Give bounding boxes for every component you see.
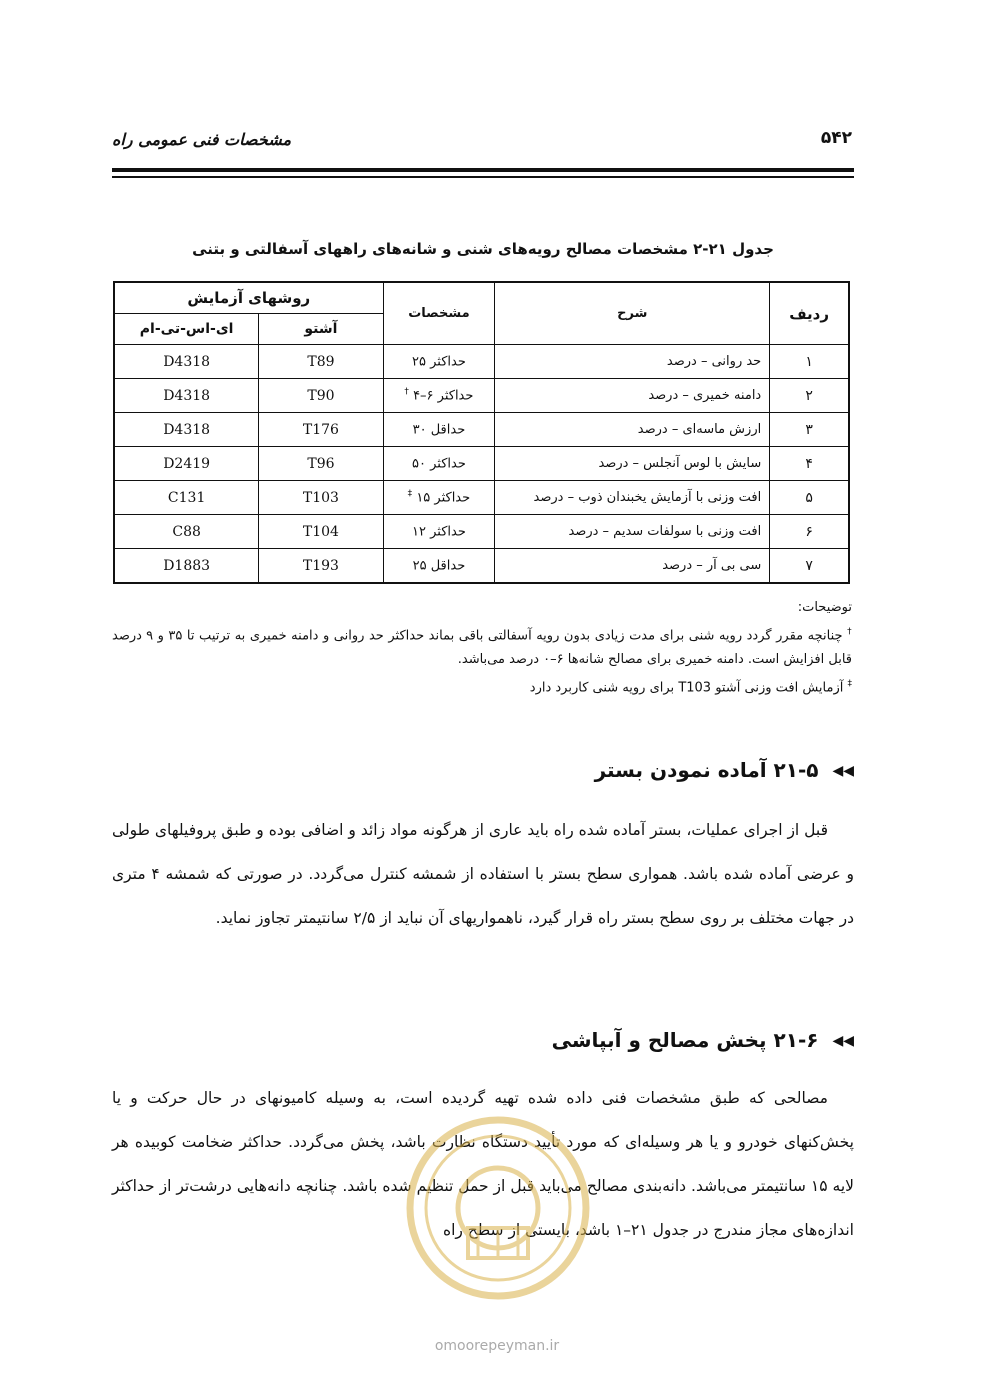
- double-arrow-icon: ◀◀: [832, 1033, 854, 1049]
- row-astm: D4318: [114, 345, 259, 379]
- footnote-mark: ‡: [407, 489, 413, 500]
- header-row-no: ردیف: [770, 282, 849, 345]
- header-astm: ای-اس-تی-ام: [114, 314, 259, 345]
- row-spec: حداقل ۲۵: [383, 549, 495, 584]
- row-aashto: T176: [259, 413, 383, 447]
- row-number: ۵: [770, 481, 849, 515]
- section-1-paragraph: قبل از اجرای عملیات، بستر آماده شده راه باید عاری از هرگونه مواد زائد و اضافی بوده و طبق پروفیلهای طولی و عرضی آماده شده باشد. همواری سطح بستر با استفاده از شمشه کنترل می‌گردد. در صورتی که شمشه ۴ متری در جهات مختلف بر روی سطح بستر راه قرار گیرد، ناهمواریهای آن نباید از ۲/۵ سانتیمتر تجاوز نماید.: [112, 821, 855, 927]
- row-number: ۴: [770, 447, 849, 481]
- row-number: ۶: [770, 515, 849, 549]
- row-aashto: T89: [259, 345, 383, 379]
- table-row: [114, 379, 849, 413]
- header-test-methods: روشهای آزمایش: [114, 282, 383, 314]
- header-rule-thin: [112, 176, 854, 178]
- watermark-site: omoorepeyman.ir: [434, 1338, 560, 1354]
- section-heading-bed-preparation: ◀◀۲۱-۵ آماده نمودن بستر: [594, 758, 854, 782]
- row-description: سایش با لوس آنجلس – درصد: [495, 447, 770, 481]
- table-row: [114, 481, 849, 515]
- page-number: ۵۴۲: [820, 128, 852, 148]
- table-row: [114, 549, 849, 584]
- row-description: سی بی آر – درصد: [495, 549, 770, 584]
- row-description: افت وزنی با سولفات سدیم – درصد: [495, 515, 770, 549]
- row-aashto: T96: [259, 447, 383, 481]
- row-spec: حداکثر ۶–۴ †: [383, 379, 495, 413]
- header-rule: [112, 168, 854, 172]
- row-astm: C131: [114, 481, 259, 515]
- table-caption: جدول ۲۱-۲ مشخصات مصالح رویه‌های شنی و شانه‌های راههای آسفالتی و بتنی: [192, 240, 774, 258]
- row-spec: حداکثر ۱۲: [383, 515, 495, 549]
- header-aashto: آشتو: [259, 314, 383, 345]
- row-aashto: T103: [259, 481, 383, 515]
- row-number: ۷: [770, 549, 849, 584]
- running-title: مشخصات فنی عمومی راه: [112, 130, 292, 149]
- header-spec: مشخصات: [383, 282, 495, 345]
- row-astm: D4318: [114, 413, 259, 447]
- row-number: ۱: [770, 345, 849, 379]
- row-description: ارزش ماسه‌ای – درصد: [495, 413, 770, 447]
- table-row: [114, 515, 849, 549]
- section-heading-material-spreading: ◀◀۲۱-۶ پخش مصالح و آبپاشی: [551, 1028, 854, 1052]
- row-number: ۲: [770, 379, 849, 413]
- row-description: دامنه خمیری – درصد: [495, 379, 770, 413]
- table-row: [114, 447, 849, 481]
- spec-table: [113, 281, 850, 584]
- section-2-paragraph: مصالحی که طبق مشخصات فنی داده شده تهیه گردیده است، به وسیله کامیونهای در حال حرکت و یا پخش‌کنهای خودرو و یا هر وسیله‌ای که مورد تأیید دستگاه نظارت باشد، پخش می‌گردد. حداکثر ضخامت کوبیده هر لایه ۱۵ سانتیمتر می‌باشد. دانه‌بندی مصالح می‌باید قبل از حمل تنظیم شده باشد. چنانچه دانه‌هایی درشت‌تر از حداکثر اندازه‌های مجاز مندرج در جدول ۲۱–۱ باشد، بایستی از سطح راه: [112, 1089, 854, 1239]
- table-notes: [112, 596, 852, 701]
- row-aashto: T193: [259, 549, 383, 584]
- row-astm: D1883: [114, 549, 259, 584]
- row-spec: حداکثر ۱۵ ‡: [383, 481, 495, 515]
- page-header: [112, 128, 852, 158]
- header-description: شرح: [495, 282, 770, 345]
- table-row: [114, 413, 849, 447]
- row-description: افت وزنی با آزمایش یخبندان ذوب – درصد: [495, 481, 770, 515]
- row-number: ۳: [770, 413, 849, 447]
- row-astm: C88: [114, 515, 259, 549]
- row-astm: D2419: [114, 447, 259, 481]
- row-description: حد روانی – درصد: [495, 345, 770, 379]
- table-row: [114, 345, 849, 379]
- row-astm: D4318: [114, 379, 259, 413]
- note-2: ‡ آزمایش افت وزنی آشتو T103 برای رویه شنی کاربرد دارد: [529, 679, 852, 696]
- row-spec: حداقل ۳۰: [383, 413, 495, 447]
- watermark-seal: [398, 1098, 598, 1308]
- note-1: † چنانچه مقرر گردد رویه شنی برای مدت زیادی بدون رویه آسفالتی باقی بماند حداکثر حد روانی و دامنه خمیری به ترتیب تا ۳۵ و ۹ درصد قابل افزایش است. دامنه خمیری برای مصالح شانه‌ها ۶–۰ درصد می‌باشد.: [112, 627, 853, 668]
- row-spec: حداکثر ۵۰: [383, 447, 495, 481]
- double-arrow-icon: ◀◀: [832, 763, 854, 779]
- notes-title: توضیحات:: [797, 600, 852, 615]
- row-aashto: T104: [259, 515, 383, 549]
- footnote-mark: †: [404, 387, 409, 398]
- row-spec: حداکثر ۲۵: [383, 345, 495, 379]
- row-aashto: T90: [259, 379, 383, 413]
